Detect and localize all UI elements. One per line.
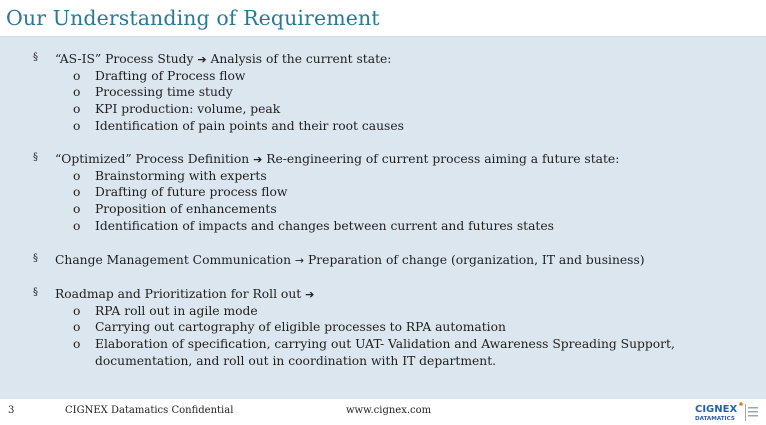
cignex-datamatics-logo [694,401,760,423]
section-heading [55,152,619,166]
list-item [0,202,766,219]
sub-bullet-icon: o [73,303,81,318]
sub-bullet-icon: o [73,185,81,200]
list-item-text: Carrying out cartography of eligible processes to RPA automation [95,320,506,335]
list-item [0,320,766,337]
page-title: Our Understanding of Requirement [6,6,380,30]
list-item-text: KPI production: volume, peak [95,101,281,116]
logo-text-bottom: DATAMATICS [695,416,735,422]
sub-bullet-icon: o [73,320,81,335]
section-heading [55,287,314,301]
list-item-text: Drafting of Process flow [95,68,246,83]
list-item [0,85,766,102]
arrow-icon: → [294,254,305,267]
list-item-text: RPA roll out in agile mode [95,303,258,318]
bullet-icon: § [33,253,38,264]
arrow-icon: ➔ [305,288,315,301]
sub-bullet-icon: o [73,85,81,100]
list-item-text: Proposition of enhancements [95,201,277,216]
list-item-text: Identification of impacts and changes between current and futures states [95,218,554,233]
bullet-icon: § [33,52,38,63]
heading-text-tail: Preparation of change (organization, IT and business) [304,253,645,267]
sub-bullet-icon: o [73,118,81,133]
confidential-label: CIGNEX Datamatics Confidential [65,405,234,416]
heading-text: “Optimized” Process Definition [55,152,254,166]
list-item [0,219,766,236]
list-item-continuation [0,354,766,371]
list-item-text: Brainstorming with experts [95,168,267,183]
bullet-icon: § [33,152,38,163]
list-item-text: Elaboration of specification, carrying out UAT- Validation and Awareness Spreading Support, [95,336,675,351]
heading-text: Change Management Communication [55,253,295,267]
list-item-text: documentation, and roll out in coordination with IT department. [95,353,497,368]
list-item [0,119,766,136]
sub-bullet-icon: o [73,168,81,183]
list-item-text: Identification of pain points and their root causes [95,118,404,133]
heading-text: Roadmap and Prioritization for Roll out [55,287,306,301]
list-item [0,169,766,186]
logo-text-top: CIGNEX [695,404,738,415]
heading-text-tail: Analysis of the current state: [210,52,392,66]
list-item [0,185,766,202]
website-url: www.cignex.com [346,405,432,416]
arrow-icon: ➔ [253,153,263,166]
list-item-text: Drafting of future process flow [95,185,288,200]
sub-bullet-icon: o [73,101,81,116]
list-item [0,337,766,354]
list-item [0,304,766,321]
section-heading [55,52,391,66]
sub-bullet-icon: o [73,68,81,83]
list-item-text: Processing time study [95,85,233,100]
sub-bullet-icon: o [73,218,81,233]
bullet-icon: § [33,287,38,298]
sub-bullet-icon: o [73,201,81,216]
heading-text: “AS-IS” Process Study [55,52,198,66]
section-heading [55,253,645,267]
content-panel [0,37,766,399]
list-item [0,69,766,86]
sub-bullet-icon: o [73,336,81,351]
arrow-icon: ➔ [197,53,207,66]
footer [0,399,766,425]
page-number: 3 [8,405,15,416]
list-item [0,102,766,119]
heading-text-tail: Re-engineering of current process aiming a future state: [262,152,620,166]
